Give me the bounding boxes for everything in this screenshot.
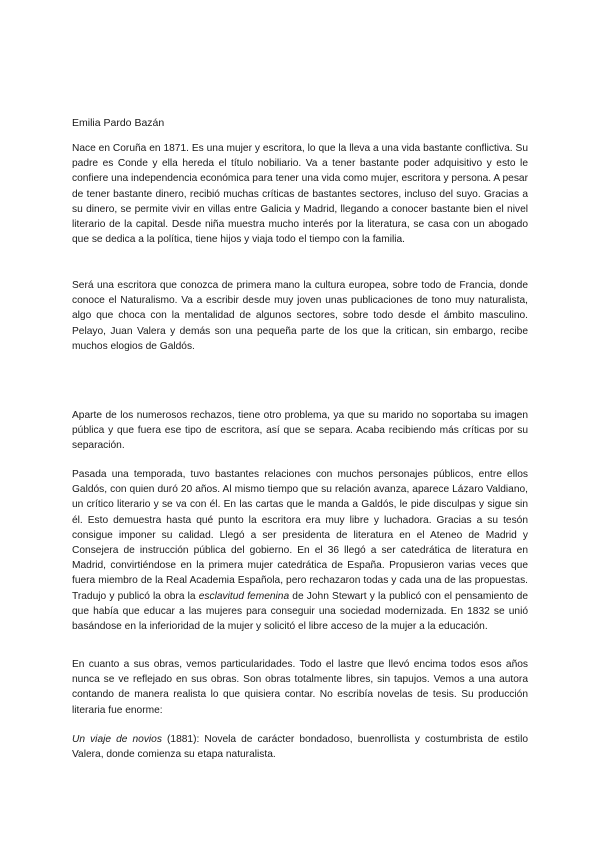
paragraph-relationships [72,467,528,634]
paragraph-works: En cuanto a sus obras, vemos particularidades. Todo el lastre que llevó encima todos esos años nunca se ve reflejado en sus obras. Son obras totalmente libres, sin tapujos. Vemos a una autora contando de manera realista lo que quisiera contar. No escribía novelas de tesis. Su producción literaria fue enorme: [72,659,528,716]
paragraph-relationships-text-a: Pasada una temporada, tuvo bastantes relaciones con muchos personajes públicos, entre ellos Galdós, con quien duró 20 años. Al mismo tiempo que su relación avanza, aparece Lázaro Valdiano, un crítico literario y se va con él. En las cartas que le manda a Galdós, le pide disculpas y sigue sin él. Esto demuestra hasta qué punto la escritora era muy libre y luchadora. Gracias a su tesón consigue imponer su calidad. Llegó a ser presidenta de literatura en el Ateneo de Madrid y Consejera de instrucción pública del gobierno. En el 36 llegó a ser catedrática de literatura en Madrid, convirtiéndose en la primera mujer catedrática de España. Propusieron varias veces que fuera miembro de la Real Academia Española, pero rechazaron todas y cada una de las propuestas. Tradujo y publicó la obra la [72,469,528,602]
paragraph-work-entry [72,732,528,762]
paragraph-relationships-text-b: de John Stewart y la publicó con el pensamiento de que había que educar a las mujeres para conseguir una sociedad modernizada. En 1832 se unió basándose en la inferioridad de la mujer y solicitó el libre acceso de la mujer a la educación. [72,590,528,633]
document-title: Emilia Pardo Bazán [72,117,165,129]
paragraph-biography: Nace en Coruña en 1871. Es una mujer y escritora, lo que la lleva a una vida bastante conflictiva. Su padre es Conde y ella hereda el título nobiliario. Va a tener bastante poder adquisitivo y esto le confiere una independencia económica para tener una vida como mujer, escritora y persona. A pesar de tener bastante dinero, recibió muchas críticas de bastantes sectores, incluso del suyo. Gracias a su dinero, se permite vivir en villas entre Galicia y Madrid, llegando a conocer bastante bien el nivel literario de la capital. Desde niña muestra mucho interés por la literatura, se casa con un abogado que se dedica a la política, tiene hijos y viaja todo el tiempo con la familia. [72,143,528,246]
paragraph-european-culture: Será una escritora que conozca de primera mano la cultura europea, sobre todo de Francia, donde conoce el Naturalismo. Va a escribir desde muy joven unas publicaciones de tono muy naturalista, algo que choca con la mentalidad de algunos sectores, sobre todo desde el ámbito masculino. Pelayo, Juan Valera y demás son una pequeña parte de los que la critican, sin embargo, recibe muchos elogios de Galdós. [72,280,528,352]
work-description: (1881): Novela de carácter bondadoso, buenrollista y costumbrista de estilo Valera, donde comienza su etapa naturalista. [72,734,528,761]
work-title-viaje: Un viaje de novios [72,734,162,745]
paragraph-separation: Aparte de los numerosos rechazos, tiene otro problema, ya que su marido no soportaba su imagen pública y que fuera ese tipo de escritora, así que se separa. Acaba recibiendo más críticas por su separación. [72,410,528,452]
work-title-esclavitud: esclavitud femenina [198,590,290,602]
